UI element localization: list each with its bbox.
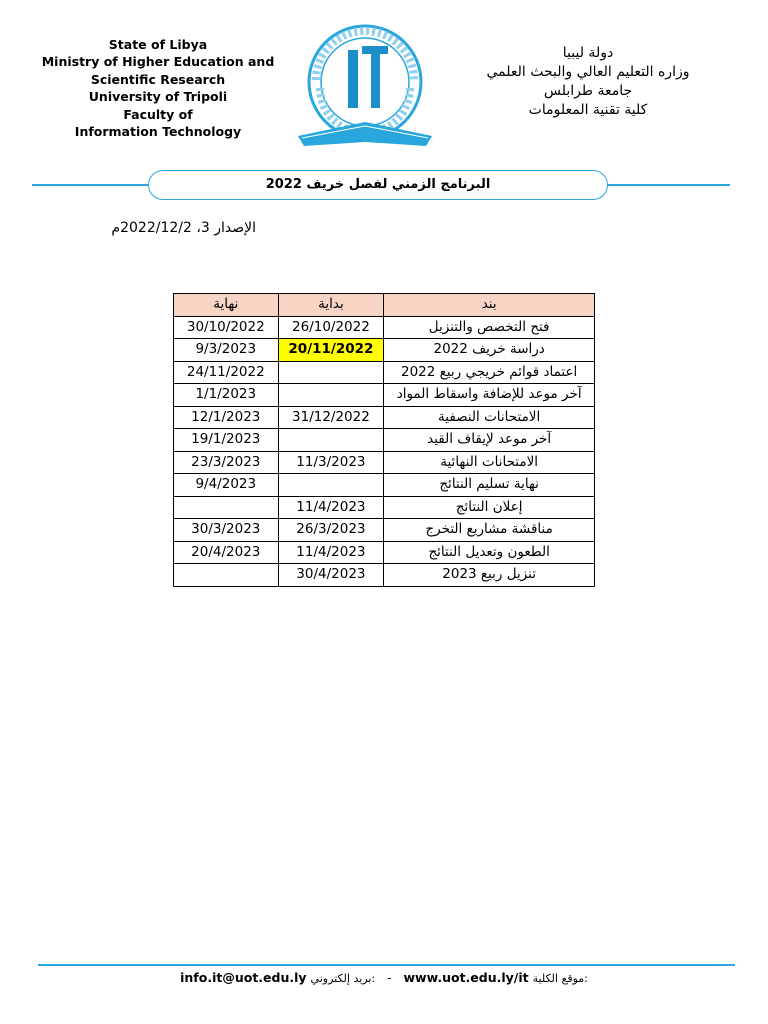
- cell-item: مناقشة مشاريع التخرج: [384, 519, 595, 542]
- table-row: [174, 519, 595, 542]
- table-row: [174, 451, 595, 474]
- cell-start: [278, 429, 384, 452]
- cell-start: 11/4/2023: [278, 541, 384, 564]
- footer: [0, 970, 768, 985]
- cell-end: 12/1/2023: [174, 406, 279, 429]
- cell-start: 30/4/2023: [278, 564, 384, 587]
- footer-email-label: بريد إلكتروني:: [310, 972, 376, 985]
- cell-item: دراسة خريف 2022: [384, 339, 595, 362]
- header-en-line: State of Libya: [108, 37, 208, 52]
- cell-item: اعتماد قوائم خريجي ربيع 2022: [384, 361, 595, 384]
- cell-start: 11/3/2023: [278, 451, 384, 474]
- table-row: [174, 564, 595, 587]
- table-row: [174, 496, 595, 519]
- cell-item: نهاية تسليم النتائج: [384, 474, 595, 497]
- header-ar-line: وزاره التعليم العالي والبحث العلمي: [486, 64, 690, 80]
- footer-website-label: موقع الكلية:: [532, 972, 588, 985]
- footer-website[interactable]: www.uot.edu.ly/it: [403, 970, 529, 985]
- faculty-logo: [290, 18, 440, 150]
- cell-item: الامتحانات النهائية: [384, 451, 595, 474]
- cell-end: 24/11/2022: [174, 361, 279, 384]
- page-title: البرنامج الزمني لفصل خريف 2022: [148, 170, 608, 200]
- schedule-table: [173, 293, 595, 587]
- cell-start: [278, 361, 384, 384]
- table-row: [174, 361, 595, 384]
- header-en-line: Information Technology: [74, 124, 242, 140]
- cell-item: الطعون وتعديل النتائج: [384, 541, 595, 564]
- cell-start: 26/3/2023: [278, 519, 384, 542]
- footer-rule: [38, 964, 735, 966]
- header-en-line: Faculty of: [123, 106, 193, 122]
- table-row: [174, 384, 595, 407]
- cell-start: 11/4/2023: [278, 496, 384, 519]
- cell-item: آخر موعد للإضافة واسقاط المواد: [384, 384, 595, 407]
- col-header-item: بند: [384, 294, 595, 317]
- version-line: الإصدار 3، 2022/12/2م: [111, 220, 256, 236]
- cell-start: 31/12/2022: [278, 406, 384, 429]
- cell-start: [278, 474, 384, 497]
- cell-end: 1/1/2023: [174, 384, 279, 407]
- header-en-line: Ministry of Higher Education and: [41, 54, 275, 70]
- table-row: [174, 474, 595, 497]
- cell-item: آخر موعد لإيقاف القيد: [384, 429, 595, 452]
- table-header-row: [174, 294, 595, 317]
- cell-item: إعلان النتائج: [384, 496, 595, 519]
- header-ar-line: كلية تقنية المعلومات: [528, 102, 648, 118]
- cell-item: فتح التخصص والتنزيل: [384, 316, 595, 339]
- cell-end: 19/1/2023: [174, 429, 279, 452]
- cell-end: 23/3/2023: [174, 451, 279, 474]
- cell-end: [174, 496, 279, 519]
- table-row: [174, 541, 595, 564]
- col-header-start: بداية: [278, 294, 384, 317]
- cell-start: [278, 384, 384, 407]
- cell-end: 9/3/2023: [174, 339, 279, 362]
- title-rule-left: [32, 184, 150, 186]
- table-row: [174, 429, 595, 452]
- cell-item: الامتحانات النصفية: [384, 406, 595, 429]
- header-english: [40, 36, 276, 140]
- table-row: [174, 406, 595, 429]
- cell-end: [174, 564, 279, 587]
- cell-end: 20/4/2023: [174, 541, 279, 564]
- header-arabic: [448, 44, 728, 120]
- title-rule-right: [606, 184, 730, 186]
- header-en-line: Scientific Research: [90, 71, 226, 87]
- cell-end: 30/3/2023: [174, 519, 279, 542]
- header-ar-line: جامعة طرابلس: [543, 83, 633, 99]
- cell-item: تنزيل ربيع 2023: [384, 564, 595, 587]
- footer-separator: -: [387, 970, 392, 985]
- cell-end: 30/10/2022: [174, 316, 279, 339]
- cell-start: 26/10/2022: [278, 316, 384, 339]
- cell-start-highlighted: 20/11/2022: [278, 339, 384, 362]
- table-row: [174, 316, 595, 339]
- table-row: [174, 339, 595, 362]
- col-header-end: نهاية: [174, 294, 279, 317]
- header-ar-line: دولة ليبيا: [562, 45, 614, 61]
- footer-email[interactable]: info.it@uot.edu.ly: [180, 970, 307, 985]
- cell-end: 9/4/2023: [174, 474, 279, 497]
- header-en-line: University of Tripoli: [88, 89, 228, 105]
